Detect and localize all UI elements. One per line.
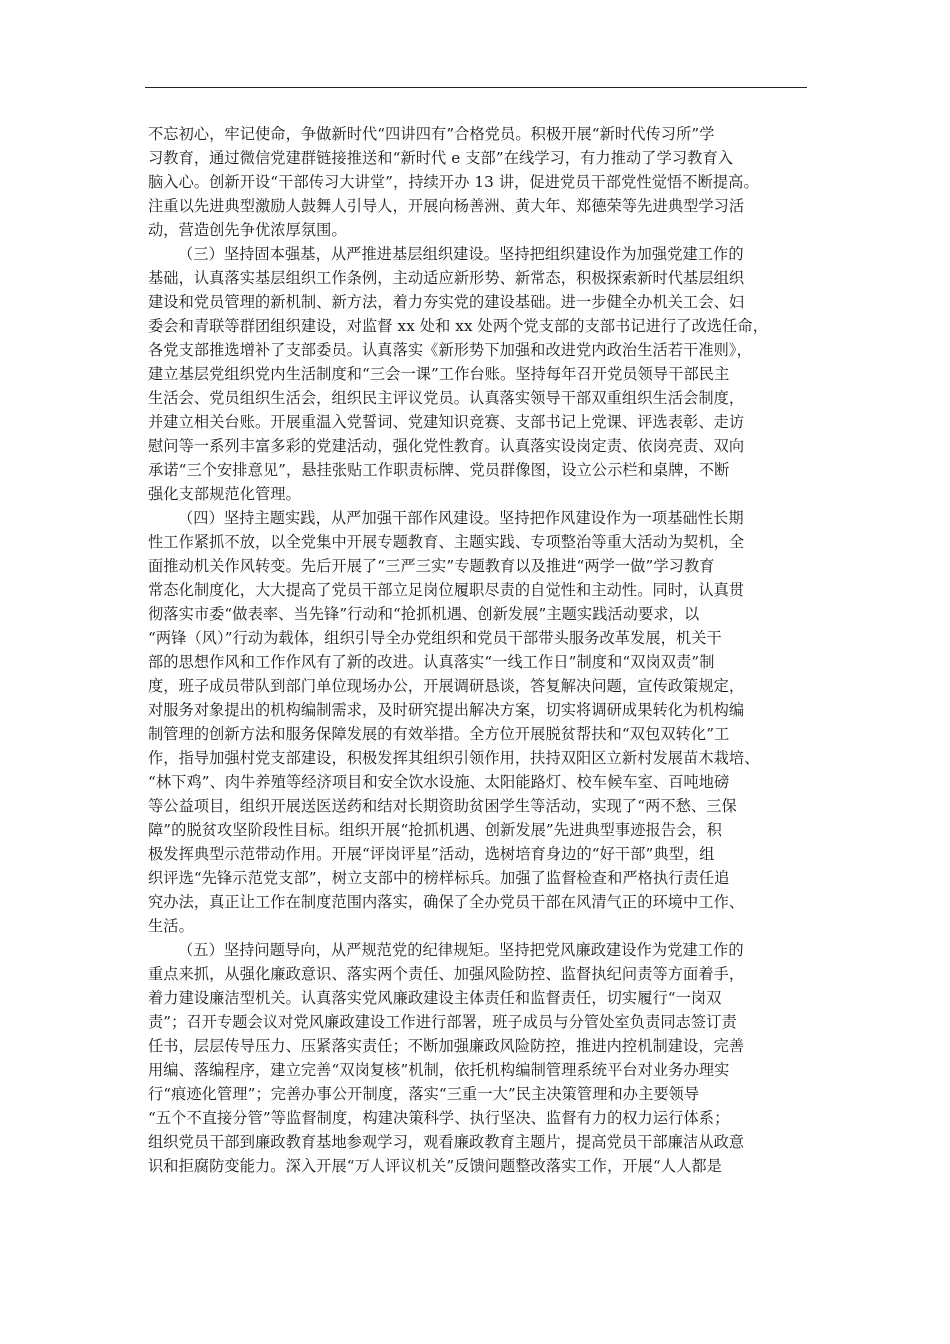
text-line: 性工作紧抓不放，以全党集中开展专题教育、主题实践、专项整治等重大活动为契机，全 [148, 533, 745, 551]
text-line: “两锋（风）”行动为载体，组织引导全办党组织和党员干部带头服务改革发展，机关干 [148, 629, 722, 647]
text-line: 行“痕迹化管理”；完善办事公开制度，落实“三重一大”民主决策管理和办主要领导 [148, 1085, 700, 1103]
text-line: 等公益项目，组织开展送医送药和结对长期资助贫困学生等活动，实现了“两不愁、三保 [148, 797, 737, 815]
text-line: 承诺“三个安排意见”，悬挂张贴工作职责标牌、党员群像图，设立公示栏和桌牌，不断 [148, 461, 730, 479]
text-line: （四）坚持主题实践，从严加强干部作风建设。坚持把作风建设作为一项基础性长期 [178, 509, 744, 527]
text-line: 制管理的创新方法和服务保障发展的有效举措。全方位开展脱贫帮扶和“双包双转化”工 [148, 725, 730, 743]
text-line: 动，营造创先争优浓厚氛围。 [148, 221, 347, 239]
text-line: 极发挥典型示范带动作用。开展“评岗评星”活动，选树培育身边的“好干部”典型，组 [148, 845, 715, 863]
text-line: 识和拒腐防变能力。深入开展“万人评议机关”反馈问题整改落实工作，开展“人人都是 [148, 1157, 722, 1175]
text-line: 作，指导加强村党支部建设，积极发挥其组织引领作用，扶持双阳区立新村发展苗木栽培、 [148, 749, 760, 767]
text-line: 脑入心。创新开设“干部传习大讲堂”，持续开办 13 讲，促进党员干部党性觉悟不断提高。 [148, 173, 759, 191]
text-line: 生活会、党员组织生活会，组织民主评议党员。认真落实领导干部双重组织生活会制度， [148, 389, 745, 407]
text-line: 生活。 [148, 917, 194, 935]
text-line: 用编、落编程序，建立完善“双岗复核”机制，依托机构编制管理系统平台对业务办理实 [148, 1061, 730, 1079]
text-line: 组织党员干部到廉政教育基地参观学习，观看廉政教育主题片，提高党员干部廉洁从政意 [148, 1133, 745, 1151]
header-rule [145, 87, 807, 88]
text-line: （三）坚持固本强基，从严推进基层组织建设。坚持把组织建设作为加强党建工作的 [178, 245, 744, 263]
text-line: 注重以先进典型激励人鼓舞人引导人，开展向杨善洲、黄大年、郑德荣等先进典型学习活 [148, 197, 745, 215]
text-line: “林下鸡”、肉牛养殖等经济项目和安全饮水设施、太阳能路灯、校车候车室、百吨地磅 [148, 773, 730, 791]
text-line: 部的思想作风和工作作风有了新的改进。认真落实“一线工作日”制度和“双岗双责”制 [148, 653, 715, 671]
text-line: 建立基层党组织党内生活制度和“三会一课”工作台账。坚持每年召开党员领导干部民主 [148, 365, 730, 383]
text-line: 面推动机关作风转变。先后开展了“三严三实”专题教育以及推进“两学一做”学习教育 [148, 557, 715, 575]
text-line: 建设和党员管理的新机制、新方法，着力夯实党的建设基础。进一步健全办机关工会、妇 [148, 293, 745, 311]
text-line: 并建立相关台账。开展重温入党誓词、党建知识竞赛、支部书记上党课、评选表彰、走访 [148, 413, 745, 431]
text-line: 织评选“先锋示范党支部”，树立支部中的榜样标兵。加强了监督检查和严格执行责任追 [148, 869, 730, 887]
text-line: 任书，层层传导压力、压紧落实责任；不断加强廉政风险防控，推进内控机制建设，完善 [148, 1037, 745, 1055]
text-line: “五个不直接分管”等监督制度，构建决策科学、执行坚决、监督有力的权力运行体系； [148, 1109, 730, 1127]
text-line: 对服务对象提出的机构编制需求，及时研究提出解决方案，切实将调研成果转化为机构编 [148, 701, 745, 719]
text-line: 究办法，真正让工作在制度范围内落实，确保了全办党员干部在风清气正的环境中工作、 [148, 893, 745, 911]
text-line: 常态化制度化，大大提高了党员干部立足岗位履职尽责的自觉性和主动性。同时，认真贯 [148, 581, 745, 599]
text-line: 度，班子成员带队到部门单位现场办公，开展调研恳谈，答复解决问题，宣传政策规定， [148, 677, 745, 695]
text-line: 基础，认真落实基层组织工作条例，主动适应新形势、新常态，积极探索新时代基层组织 [148, 269, 745, 287]
text-line: 委会和青联等群团组织建设，对监督 xx 处和 xx 处两个党支部的支部书记进行了改选任命， [148, 317, 769, 335]
text-line: 责”；召开专题会议对党风廉政建设工作进行部署，班子成员与分管处室负责同志签订责 [148, 1013, 737, 1031]
text-line: 强化支部规范化管理。 [148, 485, 301, 503]
text-line: 各党支部推选增补了支部委员。认真落实《新形势下加强和改进党内政治生活若干准则》， [148, 341, 752, 359]
text-line: （五）坚持问题导向，从严规范党的纪律规矩。坚持把党风廉政建设作为党建工作的 [178, 941, 744, 959]
text-line: 障”的脱贫攻坚阶段性目标。组织开展“抢抓机遇、创新发展”先进典型事迹报告会，积 [148, 821, 722, 839]
document-body [148, 122, 802, 1178]
text-line: 慰问等一系列丰富多彩的党建活动，强化党性教育。认真落实设岗定责、依岗亮责、双向 [148, 437, 745, 455]
text-line: 着力建设廉洁型机关。认真落实党风廉政建设主体责任和监督责任，切实履行“一岗双 [148, 989, 722, 1007]
text-line: 彻落实市委“做表率、当先锋”行动和“抢抓机遇、创新发展”主题实践活动要求，以 [148, 605, 700, 623]
text-line: 重点来抓，从强化廉政意识、落实两个责任、加强风险防控、监督执纪问责等方面着手， [148, 965, 745, 983]
text-line: 习教育，通过微信党建群链接推送和“新时代 e 支部”在线学习，有力推动了学习教育入 [148, 149, 734, 167]
text-line: 不忘初心，牢记使命，争做新时代“四讲四有”合格党员。积极开展“新时代传习所”学 [148, 125, 715, 143]
